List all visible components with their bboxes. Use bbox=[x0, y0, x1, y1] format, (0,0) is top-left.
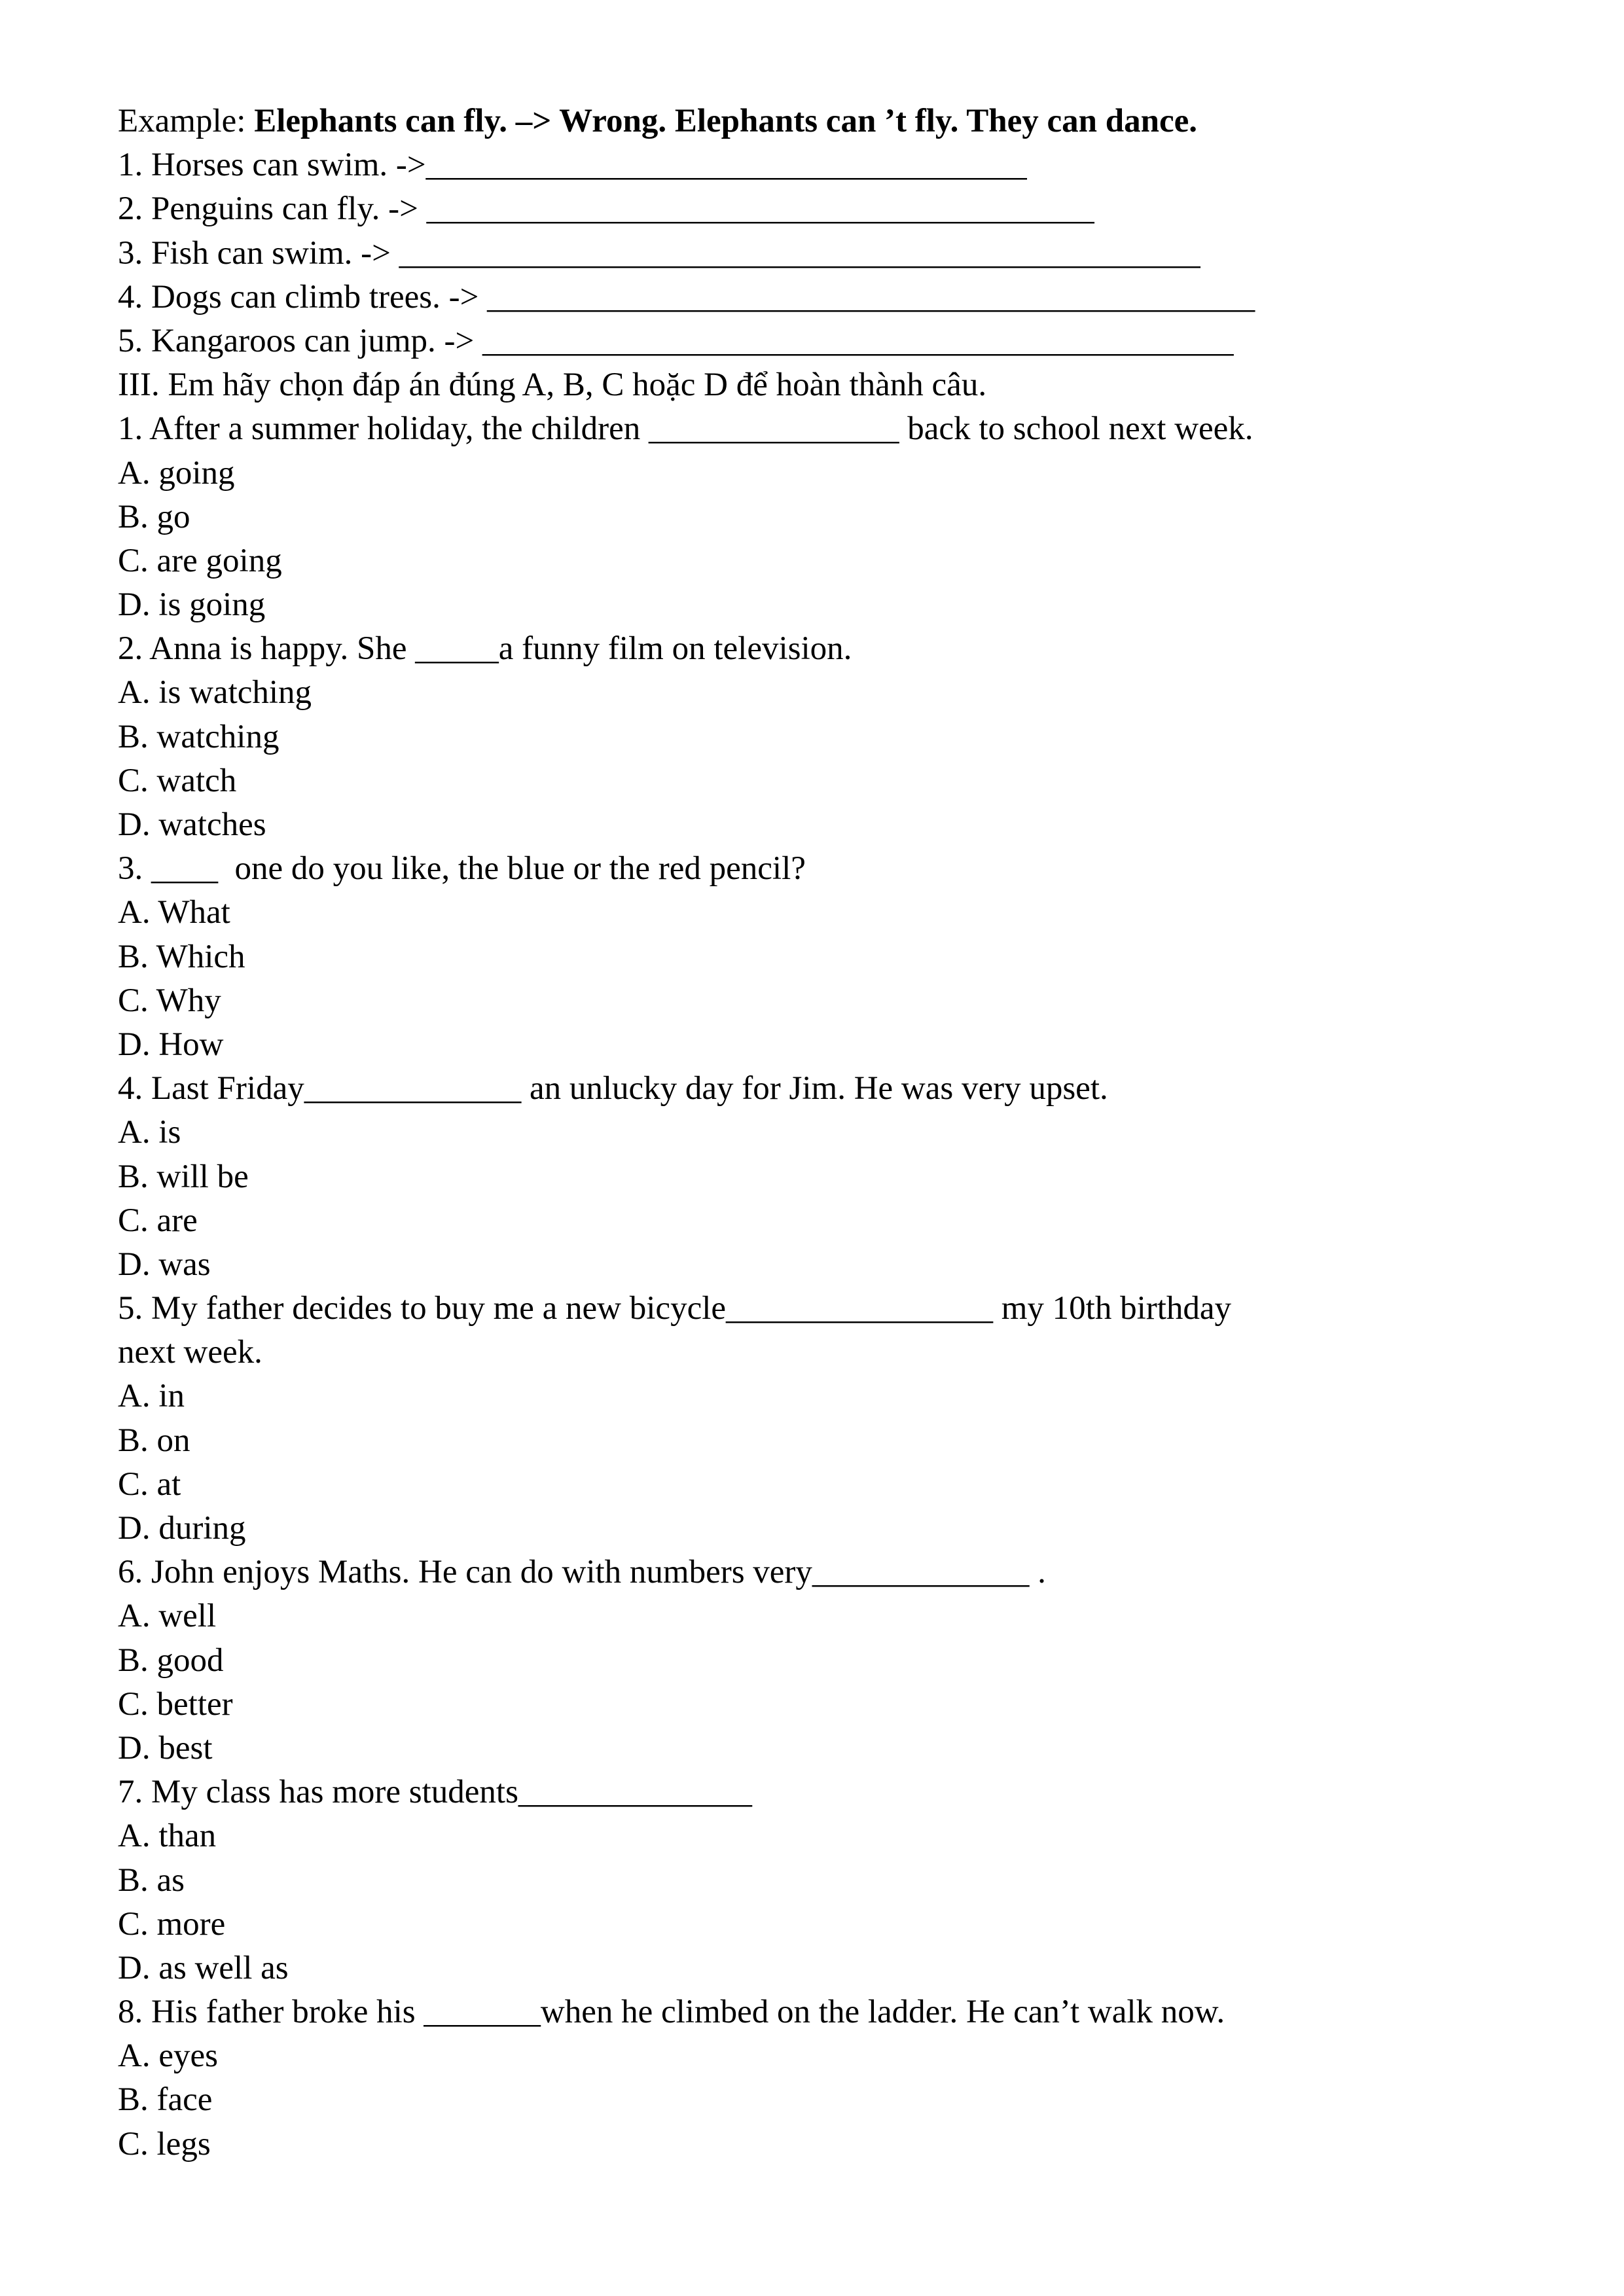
part2-item: 5. Kangaroos can jump. -> _____________________________________________ bbox=[118, 322, 1234, 359]
question-text: 3. ____ one do you like, the blue or the red pencil? bbox=[118, 850, 806, 888]
part2-item: 3. Fish can swim. -> ________________________________________________ bbox=[118, 234, 1200, 272]
answer-option: A. than bbox=[118, 1818, 217, 1855]
answer-option: C. better bbox=[118, 1685, 233, 1723]
answer-option: B. will be bbox=[118, 1158, 249, 1195]
answer-option: C. at bbox=[118, 1465, 181, 1503]
answer-option: A. going bbox=[118, 454, 235, 492]
answer-option: D. is going bbox=[118, 586, 266, 624]
question-block bbox=[118, 1770, 1532, 1990]
part2-item: 4. Dogs can climb trees. -> ______________________________________________ bbox=[118, 278, 1255, 315]
part2-item: 1. Horses can swim. ->____________________________________ bbox=[118, 147, 1027, 184]
answer-option: B. watching bbox=[118, 718, 280, 755]
question-text: 2. Anna is happy. She _____a funny film on television. bbox=[118, 630, 852, 668]
answer-option: C. Why bbox=[118, 982, 221, 1019]
question-block bbox=[118, 1067, 1532, 1287]
question-text: 7. My class has more students______________ bbox=[118, 1774, 752, 1811]
answer-option: D. best bbox=[118, 1729, 213, 1767]
question-block bbox=[118, 1551, 1532, 1770]
section-heading: III. Em hãy chọn đáp án đúng A, B, C hoặc D để hoàn thành câu. bbox=[118, 367, 987, 404]
answer-option: D. as well as bbox=[118, 1949, 289, 1986]
answer-option: C. are bbox=[118, 1202, 198, 1239]
example-line bbox=[118, 99, 1532, 143]
question-block bbox=[118, 1990, 1532, 2166]
answer-option: C. are going bbox=[118, 542, 282, 579]
answer-option: B. Which bbox=[118, 938, 245, 975]
question-text: 8. His father broke his _______when he climbed on the ladder. He can’t walk now. bbox=[118, 1994, 1225, 2031]
answer-option: B. good bbox=[118, 1641, 224, 1679]
question-block bbox=[118, 847, 1532, 1067]
question-block bbox=[118, 1287, 1532, 1551]
example-text: Elephants can fly. –> Wrong. Elephants can ’t fly. They can dance. bbox=[254, 103, 1197, 139]
question-block bbox=[118, 627, 1532, 847]
answer-option: D. during bbox=[118, 1510, 246, 1547]
question-text: 1. After a summer holiday, the children _______________ back to school next week. bbox=[118, 410, 1254, 448]
question-text: 6. John enjoys Maths. He can do with numbers very_____________ . bbox=[118, 1554, 1046, 1591]
answer-option: C. watch bbox=[118, 762, 237, 799]
answer-option: A. is bbox=[118, 1114, 181, 1151]
question-block bbox=[118, 407, 1532, 627]
answer-option: D. How bbox=[118, 1026, 224, 1063]
answer-option: A. is watching bbox=[118, 674, 312, 711]
answer-option: D. watches bbox=[118, 806, 266, 843]
answer-option: A. eyes bbox=[118, 2037, 218, 2075]
worksheet-page bbox=[118, 99, 1532, 2166]
answer-option: C. more bbox=[118, 1905, 226, 1943]
answer-option: B. on bbox=[118, 1422, 190, 1459]
answer-option: A. in bbox=[118, 1378, 185, 1415]
answer-option: B. go bbox=[118, 498, 190, 535]
answer-option: C. legs bbox=[118, 2125, 211, 2162]
part2-item: 2. Penguins can fly. -> ________________________________________ bbox=[118, 190, 1094, 228]
question-text: 5. My father decides to buy me a new bicycle________________ my 10th birthday next week. bbox=[118, 1290, 1232, 1371]
answer-option: B. as bbox=[118, 1861, 185, 1899]
answer-option: B. face bbox=[118, 2081, 213, 2119]
answer-option: D. was bbox=[118, 1246, 211, 1283]
answer-option: A. well bbox=[118, 1598, 217, 1635]
question-text: 4. Last Friday_____________ an unlucky day for Jim. He was very upset. bbox=[118, 1070, 1108, 1107]
example-label: Example: bbox=[118, 103, 255, 139]
answer-option: A. What bbox=[118, 894, 230, 931]
